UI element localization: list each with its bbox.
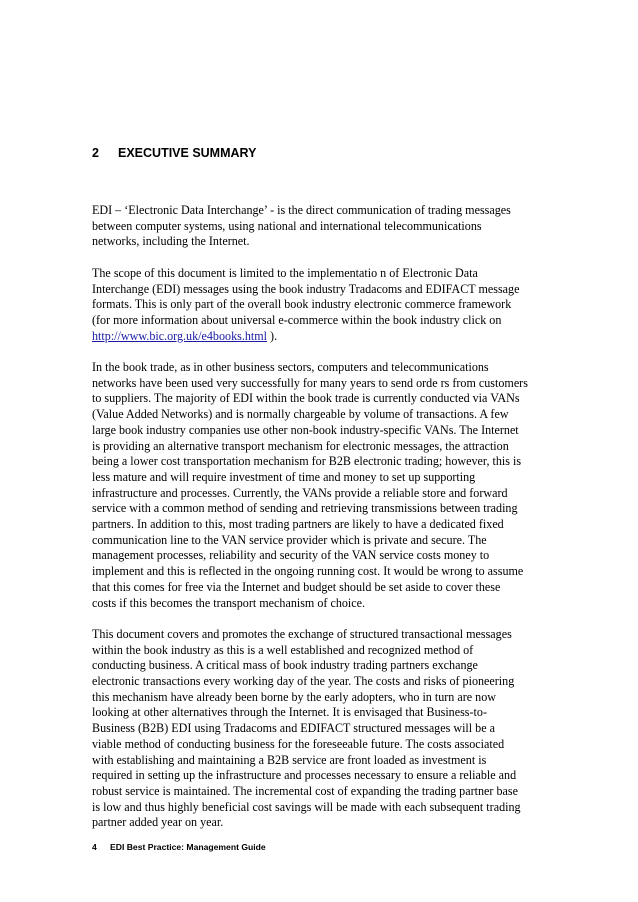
page-footer [92,842,266,852]
section-title: EXECUTIVE SUMMARY [118,146,257,160]
paragraph-document-covers: This document covers and promotes the exchange of structured transactional messages within the book industry as this is a well established and recognized method of conducting business. A critical mass of book industry trading partners exchange electronic transactions every working day of the year. The costs and risks of pioneering this mechanism have already been borne by the early adopters, who in turn are now looking at other alternatives through the Internet. It is envisaged that Business-to- Business (B2B) EDI using Tradacoms and EDIFACT structured messages will be a viable method of conducting business for the foreseeable future. The costs associated with establishing and maintaining a B2B service are front loaded as investment is required in setting up the infrastructure and processes necessary to ensure a reliable and robust service is maintained. The incremental cost of expanding the trading partner base is low and thus highly beneficial cost savings will be made with each subsequent trading partner added year on year. [92,626,521,830]
paragraph-scope [92,266,544,345]
body-text [92,203,544,847]
page-number: 4 [92,842,97,852]
section-heading [92,146,256,160]
paragraph-scope-end: ). [267,328,278,343]
footer-title: EDI Best Practice: Management Guide [110,842,266,852]
paragraph-edi-definition: EDI – ‘Electronic Data Interchange’ - is the direct communication of trading messages between computer systems, using national and international telecommunications networks, including the Internet. [92,203,511,249]
section-number: 2 [92,146,99,160]
e4books-link[interactable]: http://www.bic.org.uk/e4books.html [92,328,268,343]
paragraph-book-trade: In the book trade, as in other business sectors, computers and telecommunications networks have been used very successfully for many years to send orde rs from customers to suppliers. The majority of EDI within the book trade is currently conducted via VANs (Value Added Networks) and is normally chargeable by volume of transactions. A few large book industry companies use other non-book industry-specific VANs. The Internet is providing an alternative transport mechanism for electronic messages, the attraction being a lower cost transportation mechanism for B2B electronic trading; however, this is less mature and will require investment of time and money to set up supporting infrastructure and processes. Currently, the VANs provide a reliable store and forward service with a common method of sending and retrieving transmissions between trading partners. In addition to this, most trading partners are likely to have a dedicated fixed communication line to the VAN service provider which is private and secure. The management processes, reliability and security of the VAN service costs money to implement and this is reflected in the ongoing running cost. It would be wrong to assume that this comes for free via the Internet and budget should be set aside to cover these costs if this becomes the transport mechanism of choice. [92,360,528,610]
paragraph-scope-text: The scope of this document is limited to the implementatio n of Electronic Data Interchange (EDI) messages using the book industry Tradacoms and EDIFACT message formats. This is only part of the overall book industry electronic commerce framework (for more information about universal e-commerce within the book industry click on [92,265,520,327]
